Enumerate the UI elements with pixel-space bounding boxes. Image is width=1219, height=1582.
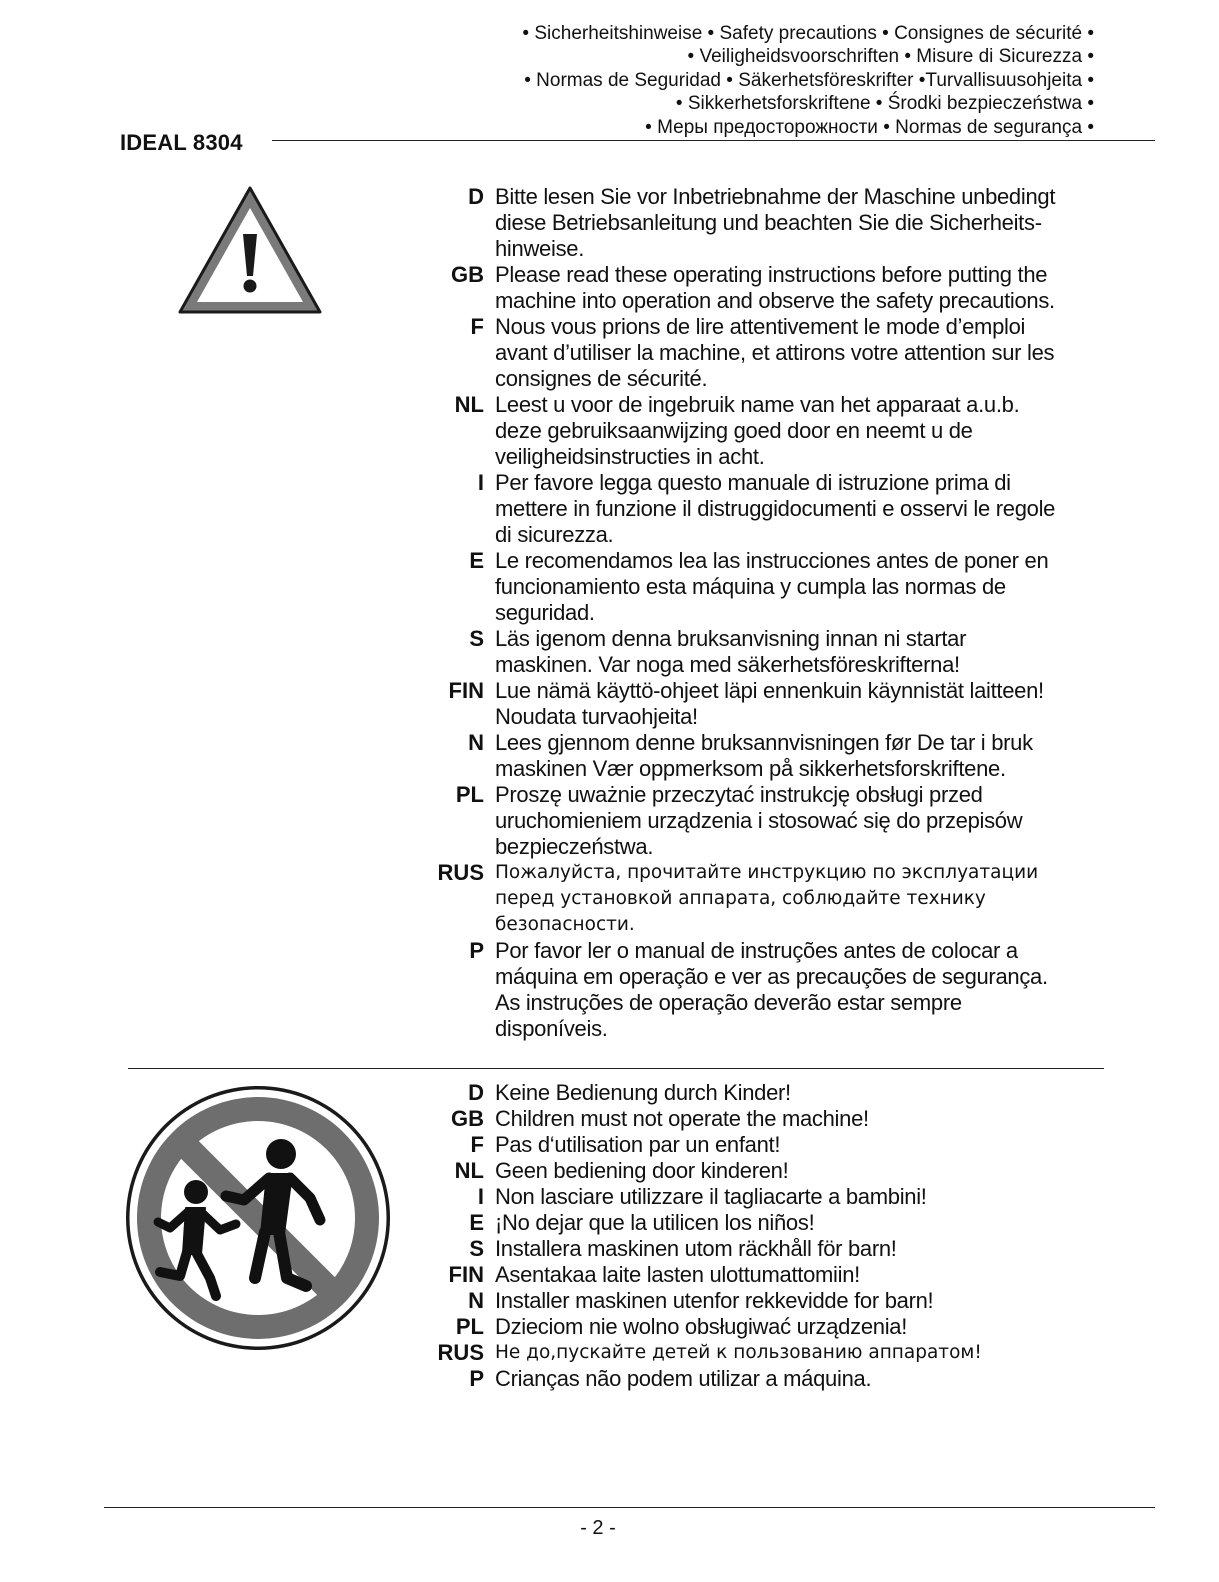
text-line: Crianças não podem utilizar a máquina.	[495, 1366, 872, 1391]
text-line: Lue nämä käyttö-ohjeet läpi ennenkuin käynnistät laitteen!	[495, 678, 1044, 703]
language-code: N	[468, 1288, 484, 1313]
text-line: As instruções de operação deverão estar sempre	[495, 990, 962, 1015]
language-code: F	[470, 314, 484, 339]
language-entry	[436, 1210, 1116, 1236]
header-line: • Veiligheidsvoorschriften • Misure di Sicurezza •	[687, 46, 1094, 68]
text-line: diese Betriebsanleitung und beachten Sie die Sicherheits-	[495, 210, 1042, 235]
text-line: Pas d‘utilisation par un enfant!	[495, 1132, 781, 1157]
language-entry	[436, 1132, 1116, 1158]
page-number: - 2 -	[580, 1517, 616, 1539]
language-entry	[436, 470, 1116, 548]
language-text	[495, 782, 1022, 860]
text-line: Le recomendamos lea las instrucciones antes de poner en	[495, 548, 1049, 573]
text-line: uruchomieniem urządzenia i stosować się do przepisów	[495, 808, 1023, 833]
language-text	[495, 1184, 927, 1210]
language-entry	[436, 1106, 1116, 1132]
text-line: Dzieciom nie wolno obsługiwać urządzenia!	[495, 1314, 908, 1339]
language-entry	[436, 626, 1116, 678]
language-entry	[436, 392, 1116, 470]
language-text	[495, 938, 1048, 1042]
text-line: consignes de sécurité.	[495, 366, 708, 391]
language-code: PL	[455, 1314, 484, 1339]
text-line: Läs igenom denna bruksanvisning innan ni startar	[495, 626, 967, 651]
language-code: P	[469, 1366, 484, 1391]
language-code: FIN	[448, 678, 484, 703]
section-divider	[128, 1068, 1104, 1069]
language-entry	[436, 1158, 1116, 1184]
language-code: P	[469, 938, 484, 963]
text-line: mettere in funzione il distruggidocumenti e osservi le regole	[495, 496, 1056, 521]
language-text	[495, 1210, 814, 1236]
header-line: • Меры предосторожности • Normas de segurança •	[645, 116, 1094, 138]
children-warning-list	[436, 1080, 1116, 1392]
language-entry	[436, 1080, 1116, 1106]
language-entry	[436, 1340, 1116, 1366]
language-text	[495, 470, 1055, 548]
text-line: bezpieczeństwa.	[495, 834, 654, 859]
language-text	[495, 548, 1048, 626]
text-line: Installera maskinen utom räckhåll för barn!	[495, 1236, 897, 1261]
language-text	[495, 1236, 897, 1262]
text-line: ¡No dejar que la utilicen los niños!	[495, 1210, 815, 1235]
language-entry	[436, 1288, 1116, 1314]
language-text	[495, 678, 1044, 730]
language-code: I	[477, 470, 484, 495]
text-line: máquina em operação e ver as precauções de segurança.	[495, 964, 1048, 989]
text-line: deze gebruiksaanwijzing goed door en neemt u de	[495, 418, 973, 443]
language-code: D	[468, 184, 484, 209]
language-text	[495, 1158, 788, 1184]
text-line: seguridad.	[495, 600, 595, 625]
language-entry	[436, 262, 1116, 314]
language-entry	[436, 1262, 1116, 1288]
no-children-prohibition-icon	[124, 1084, 392, 1352]
text-line: Please read these operating instructions before putting the	[495, 262, 1048, 287]
language-code: S	[469, 1236, 484, 1261]
language-code: RUS	[437, 860, 484, 885]
text-line: hinweise.	[495, 236, 585, 261]
text-line: Asentakaa laite lasten ulottumattomiin!	[495, 1262, 860, 1287]
language-text	[495, 730, 1033, 782]
language-entry	[436, 1314, 1116, 1340]
language-entry	[436, 1366, 1116, 1392]
text-line: Bitte lesen Sie vor Inbetriebnahme der Maschine unbedingt	[495, 184, 1056, 209]
language-code: GB	[451, 262, 484, 287]
language-entry	[436, 1184, 1116, 1210]
language-code: F	[470, 1132, 484, 1157]
language-code: GB	[451, 1106, 484, 1131]
text-line: Geen bediening door kinderen!	[495, 1158, 789, 1183]
language-code: E	[469, 1210, 484, 1235]
language-text	[495, 1262, 860, 1288]
text-line: Noudata turvaohjeita!	[495, 704, 698, 729]
text-line: maskinen Vær oppmerksom på sikkerhetsforskriftene.	[495, 756, 1006, 781]
text-line: Leest u voor de ingebruik name van het apparaat a.u.b.	[495, 392, 1020, 417]
text-line: maskinen. Var noga med säkerhetsföreskrifterna!	[495, 652, 960, 677]
safety-instructions-list	[436, 184, 1116, 1042]
text-line: Children must not operate the machine!	[495, 1106, 869, 1131]
text-line: Keine Bedienung durch Kinder!	[495, 1080, 791, 1105]
text-line: Nous vous prions de lire attentivement le mode d’emploi	[495, 314, 1026, 339]
language-code: N	[468, 730, 484, 755]
language-code: NL	[454, 1158, 484, 1183]
text-line: di sicurezza.	[495, 522, 614, 547]
text-line: funcionamiento esta máquina y cumpla las normas de	[495, 574, 1006, 599]
language-entry	[436, 730, 1116, 782]
language-text	[495, 1366, 871, 1392]
language-text	[495, 392, 1019, 470]
language-text	[495, 1106, 869, 1132]
text-line: Lees gjennom denne bruksannvisningen før De tar i bruk	[495, 730, 1033, 755]
text-line: Por favor ler o manual de instruções antes de colocar a	[495, 938, 1018, 963]
language-entry	[436, 184, 1116, 262]
language-text	[495, 626, 966, 678]
language-code: E	[469, 548, 484, 573]
language-text	[495, 1132, 780, 1158]
language-text	[495, 1288, 933, 1314]
text-line: безопасности.	[495, 914, 635, 935]
language-code: D	[468, 1080, 484, 1105]
header-languages	[522, 22, 1094, 139]
language-entry	[436, 1236, 1116, 1262]
language-text	[495, 262, 1055, 314]
language-text	[495, 860, 1038, 938]
text-line: avant d’utiliser la machine, et attirons votre attention sur les	[495, 340, 1055, 365]
text-line: Proszę uważnie przeczytać instrukcję obsługi przed	[495, 782, 983, 807]
language-text	[495, 184, 1055, 262]
text-line: disponíveis.	[495, 1016, 608, 1041]
text-line: Non lasciare utilizzare il tagliacarte a bambini!	[495, 1184, 927, 1209]
header-line: • Normas de Seguridad • Säkerhetsföreskrifter •Turvallisuusohjeita •	[524, 69, 1094, 91]
text-line: Per favore legga questo manuale di istruzione prima di	[495, 470, 1011, 495]
language-entry	[436, 860, 1116, 938]
language-code: PL	[455, 782, 484, 807]
language-entry	[436, 938, 1116, 1042]
language-entry	[436, 782, 1116, 860]
language-code: FIN	[448, 1262, 484, 1287]
language-text	[495, 1080, 791, 1106]
header-line: • Sicherheitshinweise • Safety precautions • Consignes de sécurité •	[522, 23, 1094, 44]
language-code: I	[477, 1184, 484, 1209]
model-title: IDEAL 8304	[120, 130, 243, 155]
text-line: Не до,пускайте детей к пользованию аппаратом!	[495, 1342, 982, 1363]
language-entry	[436, 678, 1116, 730]
header-divider	[272, 140, 1155, 141]
text-line: Installer maskinen utenfor rekkevidde for barn!	[495, 1288, 934, 1313]
language-entry	[436, 314, 1116, 392]
text-line: veiligheidsinstructies in acht.	[495, 444, 765, 469]
header-line: • Sikkerhetsforskriftene • Środki bezpieczeństwa •	[675, 93, 1094, 115]
language-text	[495, 1314, 907, 1340]
footer-divider	[104, 1507, 1155, 1508]
language-code: NL	[454, 392, 484, 417]
text-line: Пожалуйста, прочитайте инструкцию по эксплуатации	[495, 862, 1039, 883]
text-line: перед установкой аппарата, соблюдайте технику	[495, 888, 986, 909]
language-entry	[436, 548, 1116, 626]
language-code: S	[469, 626, 484, 651]
language-code: RUS	[437, 1340, 484, 1365]
text-line: machine into operation and observe the safety precautions.	[495, 288, 1055, 313]
language-text	[495, 1340, 982, 1366]
language-text	[495, 314, 1054, 392]
warning-triangle-exclamation-icon	[176, 184, 324, 318]
